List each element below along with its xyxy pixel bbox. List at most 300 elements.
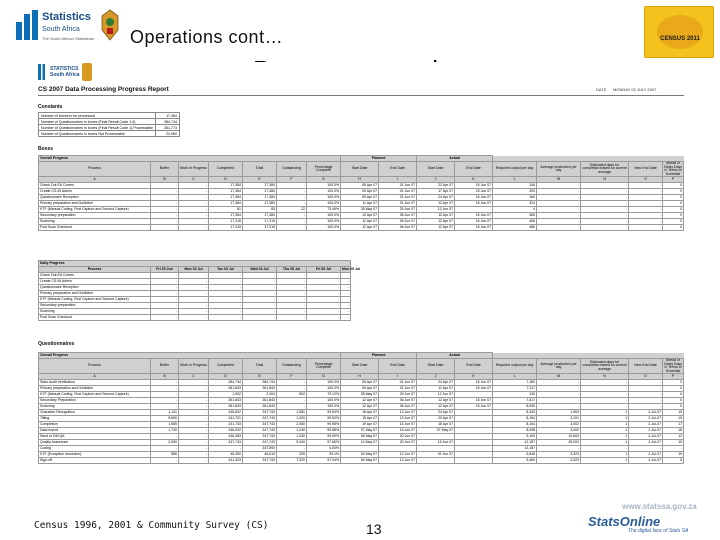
cell-pct: 0.00% <box>307 446 341 452</box>
constant-value: 261,773 <box>156 125 180 131</box>
cell-a-start: 15 Jun 07 <box>417 440 455 446</box>
cell-delay: 0 <box>663 404 684 410</box>
column-header-row <box>39 359 684 374</box>
cell-p-end: 01 Jun 07 <box>379 386 417 392</box>
cell-req: 9,460 <box>493 458 537 464</box>
cell-buffer: - <box>151 386 179 392</box>
cell-wip: - <box>179 440 209 446</box>
daily-value: - <box>243 315 277 321</box>
cell-est: 1 <box>581 440 629 446</box>
cell-est: 1 <box>581 410 629 416</box>
column-letter: L <box>493 177 537 183</box>
cell-new-end: - <box>629 380 663 386</box>
daily-value: - <box>179 315 209 321</box>
cell-a-start: 07 May 07 <box>417 428 455 434</box>
cell-buffer: - <box>151 183 179 189</box>
cell-total: 247,743 <box>243 410 277 416</box>
column-letter: H <box>341 374 379 380</box>
process-name: Create CS-IN Admin <box>39 279 151 285</box>
cell-completed: 241,743 <box>209 422 243 428</box>
group-header-daily: Daily Progress <box>39 261 351 267</box>
daily-value: - <box>179 273 209 279</box>
daily-value: - <box>243 285 277 291</box>
cell-p-start: 09 Apr 07 <box>341 386 379 392</box>
cell-wip: - <box>179 201 209 207</box>
questionnaires-table <box>38 352 684 464</box>
daily-value: - <box>307 309 341 315</box>
cell-p-end: 06 Jun 07 <box>379 404 417 410</box>
cell-buffer: - <box>151 458 179 464</box>
cell-p-start: 07 May 07 <box>341 428 379 434</box>
cell-est: 1 <box>581 458 629 464</box>
column-header: End Date <box>379 359 417 374</box>
cell-total: 284,744 <box>243 380 277 386</box>
cell-completed: 246,602 <box>209 410 243 416</box>
cell-wip: - <box>179 416 209 422</box>
daily-value: - <box>179 297 209 303</box>
column-header: Percentage Complete <box>307 359 341 374</box>
daily-progress-table <box>38 260 361 321</box>
column-letter: J <box>417 177 455 183</box>
group-header-planned: Planned <box>341 353 417 359</box>
cell-delay: 10 <box>663 440 684 446</box>
process-name: KTF (Manual Coding, First Capture and Second Capture) <box>39 297 151 303</box>
daily-value: - <box>307 273 341 279</box>
cell-new-end: - <box>629 398 663 404</box>
cell-p-end: 29 Jun 07 <box>379 207 417 213</box>
cell-avg: - <box>537 380 581 386</box>
daily-value: - <box>209 309 243 315</box>
cell-delay: 0 <box>663 386 684 392</box>
cell-wip: - <box>179 428 209 434</box>
daily-value: - <box>341 291 351 297</box>
column-header: Required output per day <box>493 359 537 374</box>
cell-outstanding: 502 <box>277 392 307 398</box>
cell-pct: 100.0% <box>307 213 341 219</box>
cell-delay: 0 <box>663 195 684 201</box>
cell-p-end: 01 Jun 07 <box>379 380 417 386</box>
cell-wip: - <box>179 392 209 398</box>
cell-buffer: - <box>151 398 179 404</box>
cell-completed: 284,744 <box>209 380 243 386</box>
cell-total: 247,743 <box>243 422 277 428</box>
cell-total: 247,743 <box>243 428 277 434</box>
cell-new-end: 2-Jul-07 <box>629 428 663 434</box>
footer-tagline: The digital face of Stats SA <box>628 528 689 534</box>
cell-est: - <box>581 195 629 201</box>
daily-value: - <box>151 291 179 297</box>
column-letter: J <box>417 374 455 380</box>
cell-delay: - <box>663 446 684 452</box>
process-name: Send to DM QA <box>39 434 151 440</box>
cell-est: - <box>581 201 629 207</box>
cell-completed: 241,701 <box>209 416 243 422</box>
daily-value: - <box>151 309 179 315</box>
cell-outstanding: - <box>277 183 307 189</box>
report-title: CS 2007 Data Processing Progress Report <box>38 86 169 93</box>
constant-value: 22,960 <box>156 131 180 137</box>
cell-req: 465 <box>493 213 537 219</box>
constant-value: 284,744 <box>156 119 180 125</box>
column-letter: M <box>537 374 581 380</box>
group-header-overall: Overall Progress <box>39 156 341 162</box>
cell-p-end: 12 Jun 07 <box>379 458 417 464</box>
cell-buffer: 2,500 <box>151 440 179 446</box>
page-number: 13 <box>366 521 382 537</box>
daily-value: - <box>341 285 351 291</box>
cell-delay: 0 <box>663 225 684 231</box>
cell-req: 4 <box>493 207 537 213</box>
daily-date-header: Mon 09 Jul <box>342 267 361 271</box>
cell-outstanding: 1,240 <box>277 434 307 440</box>
cell-buffer: 5,690 <box>151 416 179 422</box>
cell-wip: - <box>179 219 209 225</box>
cell-new-end: - <box>629 219 663 225</box>
cell-completed: 17,315 <box>209 219 243 225</box>
cell-req: 12,187 <box>493 440 537 446</box>
cell-new-end: 2-Jul-07 <box>629 422 663 428</box>
cell-delay: 0 <box>663 183 684 189</box>
cell-new-end: - <box>629 195 663 201</box>
column-letter: F <box>277 177 307 183</box>
cell-completed: 45,300 <box>209 452 243 458</box>
column-header: Start Date <box>417 162 455 177</box>
cell-buffer: - <box>151 207 179 213</box>
cell-est: - <box>581 213 629 219</box>
cell-buffer: - <box>151 189 179 195</box>
cell-p-start: 11 Apr 07 <box>341 201 379 207</box>
column-letter: A <box>39 374 151 380</box>
cell-a-end <box>455 458 493 464</box>
cell-est: - <box>581 446 629 452</box>
process-name: Post Scan Checkout <box>39 315 151 321</box>
cell-req: 480 <box>493 225 537 231</box>
column-letter: N <box>581 374 629 380</box>
cell-est: 1 <box>581 428 629 434</box>
cell-pct: 100.0% <box>307 219 341 225</box>
column-header: Average production per day <box>537 359 581 374</box>
logo-tagline: The South African Statistician <box>42 36 95 41</box>
stats-sa-mark-icon <box>16 10 40 40</box>
cell-completed: 246,002 <box>209 428 243 434</box>
cell-a-start: 18 Apr 07 <box>417 422 455 428</box>
cell-a-start: 24 Apr 07 <box>417 410 455 416</box>
column-header: New End Date <box>629 359 663 374</box>
constants-table <box>38 112 180 137</box>
daily-value: - <box>277 315 307 321</box>
cell-total: 2,404 <box>243 392 277 398</box>
cell-new-end: - <box>629 225 663 231</box>
cell-avg: 10,600 <box>537 434 581 440</box>
cell-a-start: 11 Apr 07 <box>417 386 455 392</box>
cell-a-end: 15 Jun 07 <box>455 404 493 410</box>
cell-completed: 17,384 <box>209 195 243 201</box>
process-name: Primary preparation and Guillotine <box>39 386 151 392</box>
cell-completed: 261,843 <box>209 386 243 392</box>
daily-date-header: Thu 05 Jul <box>277 267 307 273</box>
daily-value: - <box>341 273 351 279</box>
cell-a-start: 22 Apr 07 <box>417 183 455 189</box>
cell-delay: 17 <box>663 422 684 428</box>
cell-p-start: 28 May 07 <box>341 392 379 398</box>
cell-a-start: 12 Jun 07 <box>417 392 455 398</box>
cell-a-end: 15 Jun 07 <box>455 219 493 225</box>
cell-completed: - <box>209 446 243 452</box>
daily-date-header: Mon 02 Jul <box>179 267 209 273</box>
cell-p-end: 20 Jun 07 <box>379 434 417 440</box>
cell-delay: 0 <box>663 201 684 207</box>
column-header: Ahead or Delay Days in Terms of Schedule <box>664 358 683 373</box>
cell-outstanding: - <box>277 219 307 225</box>
cell-a-start: 20 Apr 07 <box>417 416 455 422</box>
cell-completed: 17,384 <box>209 213 243 219</box>
cell-buffer: - <box>151 219 179 225</box>
column-header: Outstanding <box>277 359 307 374</box>
cell-req: 12,187 <box>493 446 537 452</box>
cell-est: 1 <box>581 416 629 422</box>
constant-label: Number of Questionnaires in boxes (Final Result Code 1-4) <box>39 119 156 125</box>
cell-est: 1 <box>581 434 629 440</box>
cell-completed: 17,384 <box>209 183 243 189</box>
cell-avg: - <box>537 404 581 410</box>
cell-new-end: 2-Jul-07 <box>629 410 663 416</box>
cell-a-start: 24 Apr 07 <box>417 195 455 201</box>
census-emblem-icon <box>657 15 703 49</box>
column-header: Start Date <box>341 359 379 374</box>
cell-wip: - <box>179 452 209 458</box>
cell-wip: - <box>179 404 209 410</box>
cell-p-start: 12 Apr 07 <box>341 404 379 410</box>
cell-total: 17,384 <box>243 201 277 207</box>
column-header: Process <box>39 162 151 177</box>
cell-completed: 1,902 <box>209 392 243 398</box>
process-name: Scanning <box>39 404 151 410</box>
daily-value: - <box>243 297 277 303</box>
group-header-overall: Overall Progress <box>39 353 341 359</box>
cell-p-start: 12 Apr 07 <box>341 213 379 219</box>
daily-value: - <box>307 285 341 291</box>
cell-buffer: - <box>151 225 179 231</box>
stats-sa-logo <box>16 6 128 50</box>
column-letter: G <box>307 374 341 380</box>
daily-value: - <box>209 285 243 291</box>
cell-wip: - <box>179 410 209 416</box>
cell-pct: 100.0% <box>307 380 341 386</box>
cell-p-start: 09 Apr 07 <box>341 195 379 201</box>
column-letter: D <box>209 177 243 183</box>
cell-total: 247,743 <box>243 440 277 446</box>
cell-delay: 0 <box>663 392 684 398</box>
daily-value: - <box>341 309 351 315</box>
cell-p-end: 15 Jun 07 <box>379 428 417 434</box>
process-name: Tilting <box>39 416 151 422</box>
cell-p-end: 20 Jun 07 <box>379 440 417 446</box>
cell-pct: 100.0% <box>307 189 341 195</box>
cell-buffer: - <box>151 380 179 386</box>
cell-delay: 19 <box>663 452 684 458</box>
group-header-planned: Planned <box>341 156 417 162</box>
column-header: Start Date <box>417 359 455 374</box>
cell-p-end: 01 Jun 07 <box>379 189 417 195</box>
column-header: Ahead or Delay Days in Terms of Schedule <box>664 161 683 176</box>
column-header: Estimated days for completion based on current average <box>581 359 629 374</box>
process-name: Secondary preparation <box>39 303 151 309</box>
coat-of-arms-icon <box>98 8 122 42</box>
table-row <box>39 225 684 231</box>
cell-est: - <box>581 398 629 404</box>
cell-est: - <box>581 386 629 392</box>
cell-wip: - <box>179 458 209 464</box>
cell-pct: 99.58% <box>307 428 341 434</box>
cell-total: 17,384 <box>243 183 277 189</box>
constant-row <box>39 131 180 137</box>
cell-p-end: 06 Jun 07 <box>379 213 417 219</box>
daily-value: - <box>243 291 277 297</box>
cell-avg: - <box>537 386 581 392</box>
cell-completed: 247,743 <box>209 440 243 446</box>
daily-value: - <box>341 279 351 285</box>
cell-est: - <box>581 380 629 386</box>
cell-completed: 17,384 <box>209 201 243 207</box>
column-header: Outstanding <box>277 162 307 177</box>
cell-a-start: 12 Apr 07 <box>417 219 455 225</box>
daily-value: - <box>277 309 307 315</box>
cell-outstanding: 9,340 <box>277 440 307 446</box>
cell-a-start: 17 Apr 07 <box>417 189 455 195</box>
daily-value: - <box>209 315 243 321</box>
daily-date-header: Tue 03 Jul <box>209 267 243 273</box>
cell-p-end: 01 Jun 07 <box>379 195 417 201</box>
column-header: Completed <box>209 162 243 177</box>
constant-value: 17,384 <box>156 113 180 119</box>
section-title: Operations cont… <box>130 27 284 47</box>
cell-avg: - <box>537 195 581 201</box>
column-header: Work in Progress <box>179 162 209 177</box>
column-header: End Date <box>455 162 493 177</box>
daily-value: - <box>277 297 307 303</box>
daily-date-header: Fri 06 Jul <box>307 267 341 273</box>
cell-avg: - <box>537 219 581 225</box>
daily-value: - <box>179 279 209 285</box>
daily-value: - <box>151 303 179 309</box>
cell-pct: 100.0% <box>307 398 341 404</box>
cell-buffer: - <box>151 195 179 201</box>
cell-total: 17,384 <box>243 213 277 219</box>
cell-pct: 99.52% <box>307 416 341 422</box>
cell-req: 160 <box>493 195 537 201</box>
cell-new-end: 2-Jul-07 <box>629 440 663 446</box>
cell-est: - <box>581 183 629 189</box>
cell-delay: 19 <box>663 416 684 422</box>
column-header: Estimated days for completion based on current average <box>581 162 629 177</box>
cell-pct: 100.0% <box>307 225 341 231</box>
cell-pct: 100.0% <box>307 404 341 410</box>
cell-pct: 73.49% <box>307 207 341 213</box>
daily-value: - <box>307 297 341 303</box>
census-2011-badge: CENSUS 2011 <box>644 6 714 58</box>
cell-new-end: - <box>629 183 663 189</box>
column-letter: D <box>209 374 243 380</box>
daily-value: - <box>179 309 209 315</box>
cell-p-start: 19 Apr 07 <box>341 422 379 428</box>
cell-new-end: - <box>629 207 663 213</box>
cell-total: 83 <box>243 207 277 213</box>
cell-a-start: 12 Apr 07 <box>417 398 455 404</box>
footer-caption: Census 1996, 2001 & Community Survey (CS) <box>34 520 269 531</box>
column-header-row <box>39 162 684 177</box>
process-name: Questionnaire Reception <box>39 285 151 291</box>
cell-total: 247,743 <box>243 416 277 422</box>
boxes-label: Boxes <box>38 146 54 152</box>
cell-wip: - <box>179 434 209 440</box>
cell-outstanding: - <box>277 225 307 231</box>
cell-a-end: 15 Jun 07 <box>455 398 493 404</box>
cell-outstanding: - <box>277 386 307 392</box>
column-letter: H <box>341 177 379 183</box>
cell-buffer: - <box>151 392 179 398</box>
cell-pct: 99.54% <box>307 410 341 416</box>
cell-completed: 261,843 <box>209 398 243 404</box>
cell-total: 46,610 <box>243 452 277 458</box>
cell-p-end: 12 Jun 07 <box>379 452 417 458</box>
cell-buffer: - <box>151 404 179 410</box>
process-name: Secondary preparation <box>39 213 151 219</box>
footer-brand: StatsOnline <box>588 514 661 529</box>
column-letter: P <box>663 177 684 183</box>
cell-outstanding: - <box>277 213 307 219</box>
cell-delay: 0 <box>663 219 684 225</box>
cell-req: 8,164 <box>493 422 537 428</box>
process-name: Scanning <box>39 309 151 315</box>
process-name: Post Scan Checkout <box>39 225 151 231</box>
cell-p-start: 16 Apr 07 <box>341 410 379 416</box>
cell-p-start: 12 Apr 07 <box>341 219 379 225</box>
cell-avg: - <box>537 392 581 398</box>
cell-est: 1 <box>581 422 629 428</box>
column-header: Process <box>39 267 151 273</box>
cell-new-end: - <box>629 446 663 452</box>
column-header: Percentage Complete <box>307 162 341 177</box>
group-header-actual: Actual <box>417 353 493 359</box>
cell-p-end: 06 Jun 07 <box>379 225 417 231</box>
daily-value: - <box>151 285 179 291</box>
cell-new-end: - <box>629 189 663 195</box>
cell-req: 130 <box>493 392 537 398</box>
cell-req: 7,617 <box>493 398 537 404</box>
cell-new-end: 4-Jul-07 <box>629 458 663 464</box>
cell-p-start: 04 May 07 <box>341 458 379 464</box>
column-header: End Date <box>379 162 417 177</box>
cell-new-end: 2-Jul-07 <box>629 434 663 440</box>
cell-pct: 79.12% <box>307 392 341 398</box>
cell-est: - <box>581 189 629 195</box>
cell-wip: - <box>179 398 209 404</box>
column-letter: I <box>379 177 417 183</box>
constant-label: Number of Questionnaires in boxes (Final Result Code 1) Processable <box>39 125 156 131</box>
cell-buffer: 586 <box>151 452 179 458</box>
cell-buffer: - <box>151 201 179 207</box>
process-name: Questionnaire Reception <box>39 195 151 201</box>
process-name: Check Out EA Covers <box>39 273 151 279</box>
column-letter: C <box>179 374 209 380</box>
cell-a-end: 15 Jun 07 <box>455 195 493 201</box>
cell-a-start: 01 Jun 07 <box>417 452 455 458</box>
cell-req: 8,098 <box>493 428 537 434</box>
process-name: Completion <box>39 422 151 428</box>
cell-est: - <box>581 392 629 398</box>
cell-delay: 0 <box>663 207 684 213</box>
column-header: Work in Progress <box>179 359 209 374</box>
